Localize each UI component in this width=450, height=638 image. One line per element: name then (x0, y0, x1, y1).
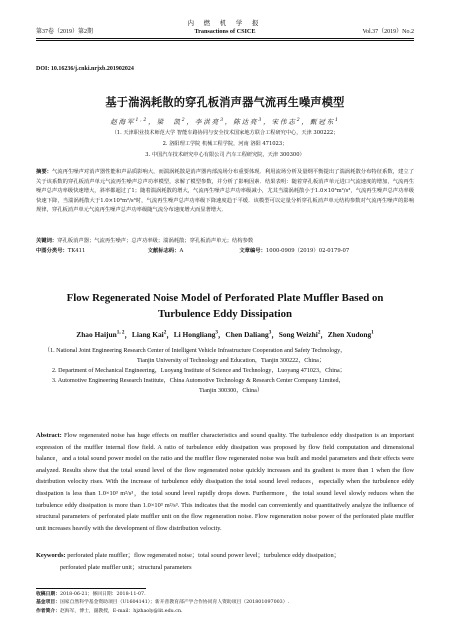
meta-zh (36, 237, 414, 256)
abstract-zh-text: 气流再生噪声对消声器性能和声品质影响大，而湍涡耗散是消声器内部流场分布重要体现．利用流场分析及量纲平衡提出了湍涡耗散分布特征系数，建立了关于该系数的穿孔板消声单元气流再生噪声总声功率模型，求解了模型参数，并分析了影响因素．结果表明：随着穿孔板消声单元进口气流速度的增加，气流再生噪声总声功率级快速增大，斜率都超过了1；随着湍涡耗散的增大，气流再生噪声总声功率级减小，尤其当湍涡耗散小于1.0×10³m²/s³，气流再生噪声总声功率级快速下降，当湍涡耗散大于1.0×10³m²/s³时，气流再生噪声总声功率级下降速度趋于平缓．该模型可以定量分析穿孔板消声单元结构参数对气流再生噪声的影响规律，穿孔板消声单元气流再生噪声总声功率级随气流分布速度增大而显著增大． (36, 169, 414, 214)
header-volume-en: Vol.37（2019）No.2 (362, 29, 414, 35)
article-no-label: 文章编号： (239, 247, 266, 254)
header-volume-zh: 第37卷（2019）第2期 (36, 29, 94, 35)
affiliation-en-3: 3. Automotive Engineering Research Institute，China Automotive Technology & Research Center Company Limited， (52, 378, 345, 384)
keywords-zh (36, 237, 414, 247)
clc-label: 中图分类号： (36, 247, 68, 254)
author-value: 赵海军，博士，副教授，E-mail：hjzhaoly@lit.edu.cn. (60, 608, 183, 614)
footnote-fund (36, 599, 414, 607)
header-journal-en: Transactions of CSICE (194, 28, 256, 35)
affiliation-zh-3: 3. 中国汽车技术研究中心有限公司 汽车工程研究院，天津 300300） (145, 152, 305, 158)
clc-field (36, 247, 146, 257)
authors-zh: 赵海军$^{1,2}$，梁 凯$^2$，李洪亮$^3$，陈达亮$^3$，宋伟志$^2$，甄冠东$^1$ (110, 117, 340, 126)
fund-value: 国家自然科学基金资助项目（U1604141）；新开普教育部产学合作协同育人资助项目（201801097003）. (60, 600, 290, 606)
abstract-zh (36, 168, 414, 216)
doc-code-label: 文献标志码： (147, 247, 180, 254)
keywords-zh-label: 关键词： (36, 238, 58, 244)
keywords-en-text-1: perforated plate muffler；flow regenerated noise；total sound power level；turbulence eddy dissipation； (67, 552, 340, 559)
authors-en: Zhao Haijun$^{1, 2}$，Liang Kai$^2$，Li Hongliang$^3$，Chen Daliang$^3$，Song Weizhi$^2$，Zhen Xudong$^1$ (76, 329, 374, 339)
title-zh: 基于湍涡耗散的穿孔板消声器气流再生噪声模型 (105, 96, 345, 109)
affiliations-en (44, 346, 410, 396)
abstract-zh-label: 摘要： (36, 169, 52, 175)
article-no-field (239, 247, 349, 257)
header-journal-zh: 内 燃 机 学 报 (187, 20, 263, 27)
keywords-en-line2: perforated plate muffler unit；structural parameters (60, 563, 192, 571)
keywords-zh-text: 穿孔板消声器；气流再生噪声；总声功率级；湍涡耗散；穿孔板消声单元；结构参数 (57, 238, 254, 244)
affiliation-en-2: 2. Department of Mechanical Engineering，Luoyang Institute of Science and Technology，Luoyang 471023，China； (52, 368, 346, 374)
affiliations-zh (36, 128, 414, 161)
classification-row (36, 247, 414, 257)
fund-label: 基金项目： (36, 600, 60, 606)
header-journal (36, 18, 414, 35)
doc-code-value: A (179, 247, 184, 254)
author-label: 作者简介： (36, 608, 60, 614)
affiliation-zh-1: （1. 天津职业技术师范大学 智能车路协同与安全技术国家地方联合工程研究中心，天津 300222； (111, 130, 339, 136)
clc-value: TK411 (67, 247, 86, 254)
running-header (36, 18, 414, 36)
footnotes (36, 591, 414, 616)
affiliation-zh-2: 2. 洛阳理工学院 机械工程学院，河南 洛阳 471023； (162, 141, 288, 147)
header-rule-2 (36, 40, 414, 41)
abstract-en (36, 430, 414, 534)
received-value: 2018-06-21；修回日期：2018-11-07. (60, 592, 146, 597)
footnote-rule (36, 588, 146, 589)
footnote-author (36, 608, 414, 616)
received-label: 收稿日期： (36, 592, 60, 597)
header-rule (36, 38, 414, 39)
doi[interactable]: DOI: 10.16236/j.cnki.nrjxb.201902024 (36, 66, 134, 72)
affiliation-en-3b: Tianjin 300300，China） (199, 388, 263, 394)
keywords-en (36, 550, 414, 573)
article-no-value: 1000-0909（2019）02-0179-07 (265, 247, 350, 254)
doc-code-field (148, 247, 238, 257)
title-en: Flow Regenerated Noise Model of Perforated Plate Muffler Based on Turbulence Eddy Dissipation (66, 292, 384, 320)
keywords-en-label: Keywords: (36, 552, 66, 559)
affiliation-en-1: （1. National Joint Engineering Research Center of Intelligent Vehicle Infrastructure Cooperation and Safety Technology， (44, 348, 347, 354)
keywords-en-line1 (36, 550, 414, 562)
abstract-en-text: Flow regenerated noise has huge effects on muffler characteristics and sound quality. The turbulence eddy dissipation is an important expression of the muffler internal flow field. A ratio of turbulence eddy dissipation was proposed by flow field computation and dimensional balance，and a total sound power model on the ratio and the muffler flow regenerated noise was built and model parameters and their effects were analyzed. Results show that the total sound level of the flow regenerated noise quickly increases and its gradient is more than 1 when the flow distribution velocity rises. With the increase of turbulence eddy dissipation the total sound level reduces，especially when the turbulence eddy dissipation is less than 1.0×10³ m²/s³，the total sound level rapidly drops down. Furthermore，the total sound level slowly reduces when the turbulence eddy dissipation is more than 1.0×10³ m²/s³. This indicates that the model can conveniently and quantitatively analyze the influence of structural parameters of perforated plate muffler unit on the flow regeneration noise. Flow regeneration noise power of the perforated plate muffler unit increases heavily with the development of flow distribution velocity. (36, 432, 414, 532)
abstract-en-label: Abstract: (36, 432, 62, 439)
affiliation-en-1b: Tianjin University of Technology and Education，Tianjin 300222，China； (137, 358, 325, 364)
footnote-received (36, 591, 414, 599)
